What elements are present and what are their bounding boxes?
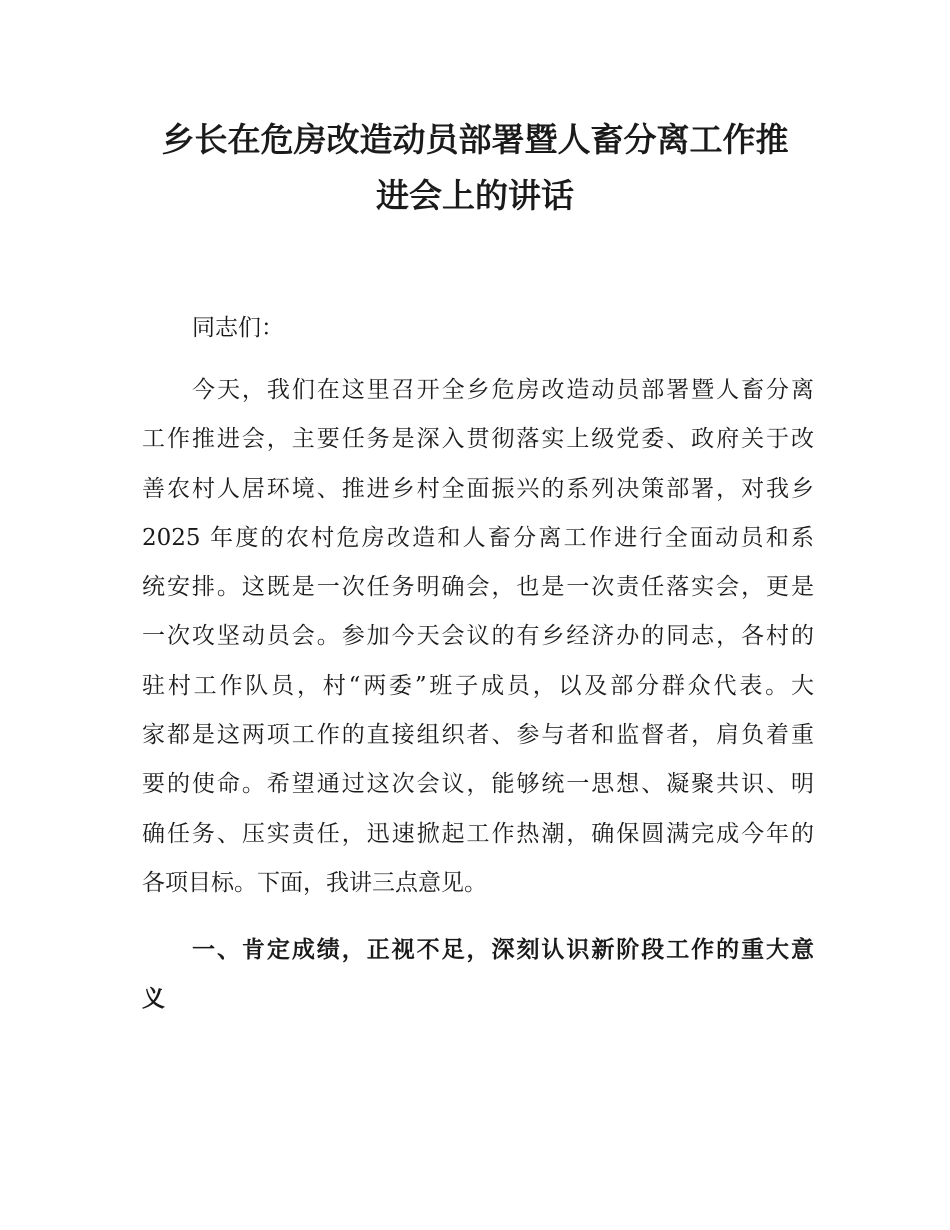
title-line: 乡长在危房改造动员部署暨人畜分离工作推 [161, 120, 789, 159]
paragraph-line: 各项目标。下面，我讲三点意见。 [142, 869, 487, 896]
greeting: 同志们： [192, 315, 284, 341]
paragraph-line: 一次攻坚动员会。参加今天会议的有乡经济办的同志，各村的 [142, 623, 814, 650]
paragraph-line: 驻村工作队员，村“两委”班子成员，以及部分群众代表。大 [142, 672, 814, 699]
paragraph-line: 善农村人居环境、推进乡村全面振兴的系列决策部署，对我乡 [142, 475, 814, 502]
document-title [100, 112, 850, 224]
heading-line: 义 [142, 986, 165, 1012]
paragraph-line: 家都是这两项工作的直接组织者、参与者和监督者，肩负着重 [142, 722, 814, 749]
paragraph-line: 今天，我们在这里召开全乡危房改造动员部署暨人畜分离 [192, 377, 814, 403]
paragraph-line: 2025 年度的农村危房改造和人畜分离工作进行全面动员和系 [142, 524, 814, 551]
intro-paragraph [142, 366, 814, 908]
paragraph-line: 确任务、压实责任，迅速掀起工作热潮，确保圆满完成今年的 [142, 820, 814, 847]
title-line: 进会上的讲话 [376, 176, 574, 215]
heading-line: 一、肯定成绩，正视不足，深刻认识新阶段工作的重大意 [192, 937, 814, 963]
section-heading-one [142, 926, 814, 1024]
paragraph-line: 工作推进会，主要任务是深入贯彻落实上级党委、政府关于改 [142, 426, 814, 453]
paragraph-line: 统安排。这既是一次任务明确会，也是一次责任落实会，更是 [142, 574, 814, 601]
paragraph-line: 要的使命。希望通过这次会议，能够统一思想、凝聚共识、明 [142, 771, 814, 798]
